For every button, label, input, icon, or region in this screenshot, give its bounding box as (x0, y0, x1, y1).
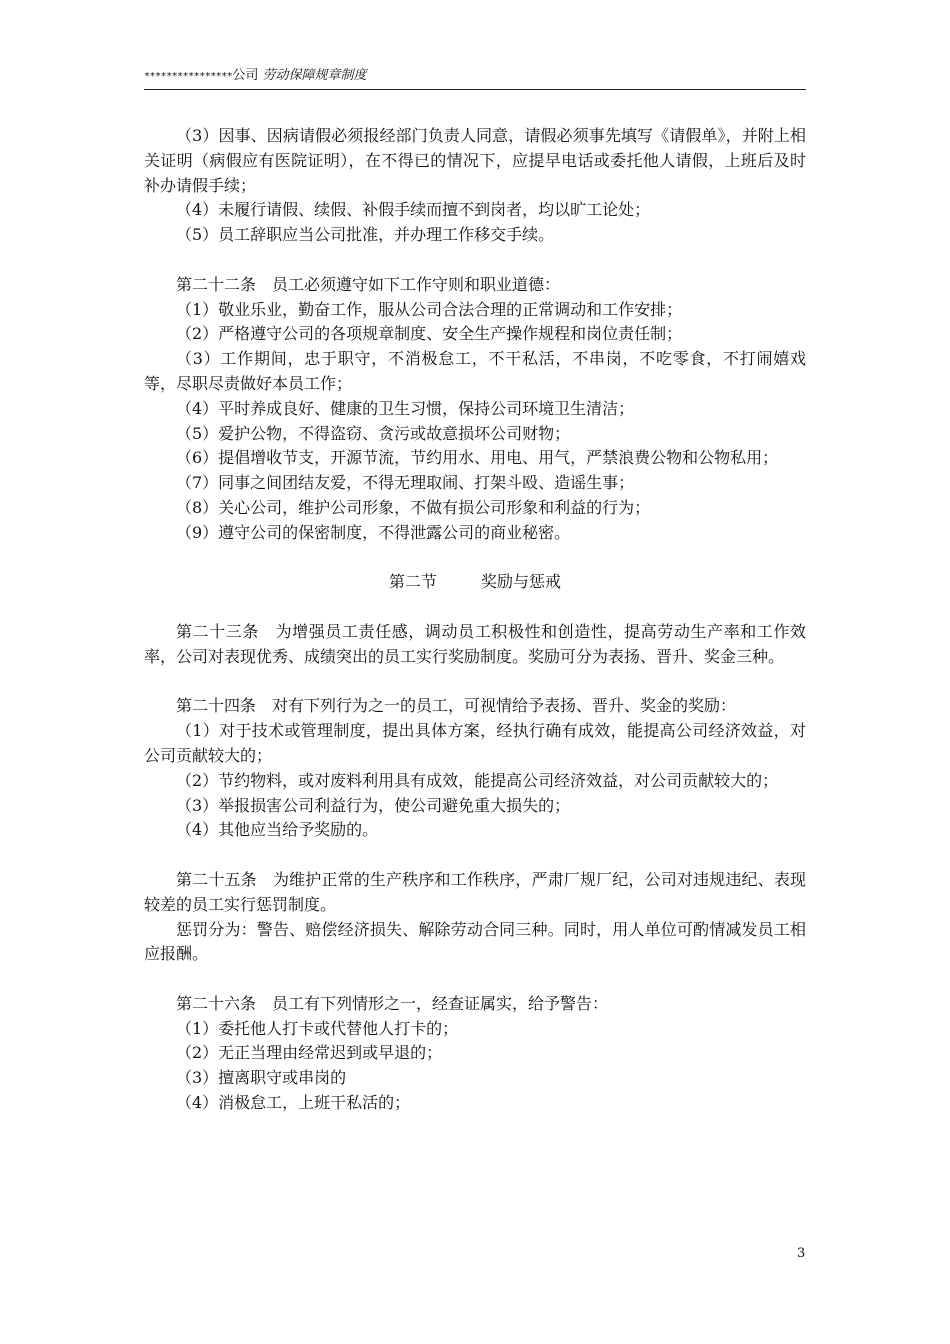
paragraph: （3）因事、因病请假必须报经部门负责人同意，请假必须事先填写《请假单》，并附上相关证明（病假应有医院证明），在不得已的情况下，应提早电话或委托他人请假，上班后及时补办请假手续； (144, 126, 806, 195)
paragraph: （4）平时养成良好、健康的卫生习惯，保持公司环境卫生清洁； (176, 398, 635, 418)
paragraph: （4）未履行请假、续假、补假手续而擅不到岗者，均以旷工论处； (176, 200, 651, 220)
article-heading: 第二十四条 对有下列行为之一的员工，可视情给予表扬、晋升、奖金的奖励： (176, 696, 737, 716)
section-number: 第二节 (388, 572, 437, 592)
article-heading: 第二十三条 为增强员工责任感，调动员工积极性和创造性，提高劳动生产率和工作效率，公司对表现优秀、成绩突出的员工实行奖励制度。奖励可分为表扬、晋升、奖金三种。 (144, 621, 806, 666)
paragraph: （8）关心公司，维护公司形象，不做有损公司形象和利益的行为； (176, 497, 651, 517)
paragraph: 惩罚分为：警告、赔偿经济损失、解除劳动合同三种。同时，用人单位可酌情减发员工相应报酬。 (144, 919, 806, 964)
paragraph: （3）擅离职守或串岗的 (176, 1068, 347, 1088)
paragraph: （3）举报损害公司利益行为，使公司避免重大损失的； (176, 795, 571, 815)
spacer (144, 967, 806, 992)
paragraph: （6）提倡增收节支，开源节流，节约用水、用电、用气，严禁浪费公物和公物私用； (176, 448, 779, 468)
header-company: 公司 (232, 68, 259, 83)
paragraph: （3）工作期间，忠于职守，不消极怠工，不干私活，不串岗，不吃零食，不打闹嬉戏等，尽职尽责做好本员工作； (144, 349, 806, 393)
paragraph: （1）对于技术或管理制度，提出具体方案，经执行确有成效，能提高公司经济效益，对公司贡献较大的； (144, 721, 806, 765)
header-stars: **************** (144, 71, 233, 82)
paragraph: （2）严格遵守公司的各项规章制度、安全生产操作规程和岗位责任制； (176, 324, 683, 344)
article-heading: 第二十二条 员工必须遵守如下工作守则和职业道德： (176, 274, 561, 294)
spacer (144, 595, 806, 620)
spacer (144, 546, 806, 571)
paragraph: （2）节约物料，或对废料利用具有成效，能提高公司经济效益，对公司贡献较大的； (176, 770, 779, 790)
paragraph: （7）同事之间团结友爱，不得无理取闹、打架斗殴、造谣生事； (176, 473, 635, 493)
spacer (144, 843, 806, 868)
paragraph: （5）员工辞职应当公司批准，并办理工作移交手续。 (176, 225, 555, 245)
article-heading: 第二十五条 为维护正常的生产秩序和工作秩序，严肃厂规厂纪，公司对违规违纪、表现较差的员工实行惩罚制度。 (144, 869, 806, 914)
page-number: 3 (797, 1246, 806, 1261)
paragraph: （1）委托他人打卡或代替他人打卡的； (176, 1018, 459, 1038)
paragraph: （2）无正当理由经常迟到或早退的； (176, 1043, 443, 1063)
header-title: 劳动保障规章制度 (262, 68, 367, 83)
paragraph: （4）其他应当给予奖励的。 (176, 820, 379, 840)
document-body (144, 124, 806, 1116)
spacer (144, 670, 806, 695)
page-header (144, 66, 806, 90)
paragraph: （1）敬业乐业，勤奋工作，服从公司合法合理的正常调动和工作安排； (176, 299, 683, 319)
article-heading: 第二十六条 员工有下列情形之一，经查证属实，给予警告： (176, 993, 609, 1013)
section-title: 奖励与惩戒 (481, 572, 562, 592)
section-heading (144, 570, 806, 595)
paragraph: （9）遵守公司的保密制度，不得泄露公司的商业秘密。 (176, 522, 571, 542)
spacer (144, 248, 806, 273)
paragraph: （4）消极怠工，上班干私活的； (176, 1093, 411, 1113)
paragraph: （5）爱护公物，不得盗窃、贪污或故意损坏公司财物； (176, 423, 571, 443)
